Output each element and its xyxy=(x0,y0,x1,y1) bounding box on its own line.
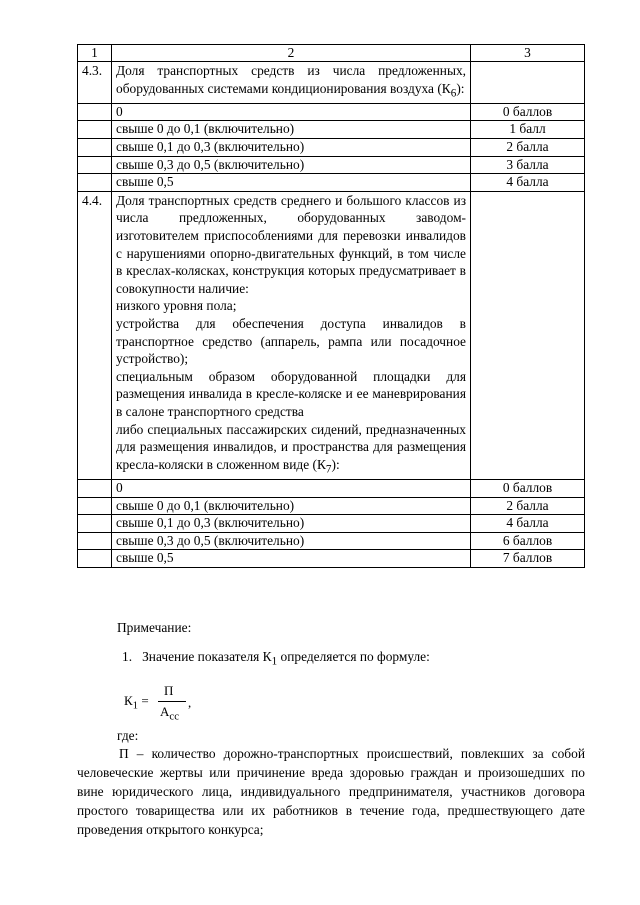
option-score: 2 балла xyxy=(471,139,585,157)
definition-symbol: П xyxy=(119,746,129,761)
option-score: 0 баллов xyxy=(471,103,585,121)
section-text: Доля транспортных средств из числа предложенных, оборудованных системами кондиционирования воздуха (К xyxy=(116,63,466,96)
option-row xyxy=(78,497,585,515)
criteria-table xyxy=(77,44,585,568)
section-row-4-3 xyxy=(78,62,585,104)
section-description xyxy=(112,62,471,104)
option-row xyxy=(78,139,585,157)
formula-denominator: $А_{сс}$ xyxy=(160,704,180,723)
option-score: 0 баллов xyxy=(471,480,585,498)
requirement-item: низкого уровня пола; xyxy=(116,298,237,314)
section-number: 4.3. xyxy=(78,62,112,104)
section-intro: Доля транспортных средств среднего и большого классов из числа предложенных, оборудованных заводом-изготовителем приспособлениями для перевозки инвалидов с нарушениями опорно-двигательных функций, в том числе в креслах-колясках, конструкция которых предусматривает в совокупности наличие: xyxy=(116,192,466,296)
notes-title: Примечание: xyxy=(117,620,192,635)
index-subscript: 6 xyxy=(450,87,457,100)
definition-paragraph xyxy=(77,744,585,839)
formula-numerator: П xyxy=(164,683,174,698)
section-text-suffix: ): xyxy=(456,80,465,96)
option-row xyxy=(78,515,585,533)
requirement-item: специальным образом оборудованной площадки для размещения инвалида в кресле-коляске и ее маневрирования в салоне транспортного средства xyxy=(116,368,466,419)
option-label: свыше 0 до 0,1 (включительно) xyxy=(112,497,471,515)
option-label: свыше 0,1 до 0,3 (включительно) xyxy=(112,139,471,157)
formula xyxy=(124,681,244,721)
option-score: 2 балла xyxy=(471,497,585,515)
option-label: свыше 0 до 0,1 (включительно) xyxy=(112,121,471,139)
header-col-2: 2 xyxy=(112,45,471,62)
header-col-3: 3 xyxy=(471,45,585,62)
requirement-item: устройства для обеспечения доступа инвалидов в транспортное средство (аппарель, рампа или посадочное устройство); xyxy=(116,315,466,367)
option-score: 1 балл xyxy=(471,121,585,139)
option-label: 0 xyxy=(112,480,471,498)
option-score: 3 балла xyxy=(471,156,585,174)
index-subscript: 1 xyxy=(271,655,278,668)
requirement-text-suffix: ): xyxy=(331,456,340,472)
requirement-item xyxy=(116,421,466,479)
option-row xyxy=(78,480,585,498)
option-row xyxy=(78,103,585,121)
option-score: 4 балла xyxy=(471,174,585,192)
note-text: Значение показателя К xyxy=(142,649,272,664)
option-row xyxy=(78,156,585,174)
section-score-empty xyxy=(471,62,585,104)
option-label: свыше 0,5 xyxy=(112,174,471,192)
section-description xyxy=(112,191,471,479)
note-text-suffix: определяется по формуле: xyxy=(277,649,430,664)
where-label: где: xyxy=(117,728,139,743)
option-score: 6 баллов xyxy=(471,532,585,550)
formula-lhs: $К_1$ = xyxy=(124,693,149,712)
option-label: свыше 0,3 до 0,5 (включительно) xyxy=(112,532,471,550)
definition-text: – количество дорожно-транспортных происшествий, повлекших за собой человеческие жертвы или причинение вреда здоровью граждан и произошедших по вине юридического лица, индивидуального предпринимателя, участников договора простого товарищества или их работников в течение года, предшествующего дате проведения открытого конкурса; xyxy=(77,746,585,837)
section-number: 4.4. xyxy=(78,191,112,479)
option-row xyxy=(78,550,585,568)
option-label: 0 xyxy=(112,103,471,121)
requirement-text: либо специальных пассажирских сидений, предназначенных для размещения инвалидов, и пространства для размещения кресла-коляски в сложенном виде (К xyxy=(116,421,466,472)
note-number: 1. xyxy=(122,649,133,664)
note-item-1 xyxy=(122,647,430,672)
option-score: 7 баллов xyxy=(471,550,585,568)
option-row xyxy=(78,121,585,139)
index-subscript: 7 xyxy=(325,463,332,476)
section-row-4-4 xyxy=(78,191,585,479)
formula-comma: , xyxy=(188,695,192,710)
option-label: свыше 0,3 до 0,5 (включительно) xyxy=(112,156,471,174)
option-row xyxy=(78,174,585,192)
header-col-1: 1 xyxy=(78,45,112,62)
option-label: свыше 0,5 xyxy=(112,550,471,568)
option-score: 4 балла xyxy=(471,515,585,533)
option-label: свыше 0,1 до 0,3 (включительно) xyxy=(112,515,471,533)
option-row xyxy=(78,532,585,550)
table-header-row xyxy=(78,45,585,62)
section-score-empty xyxy=(471,191,585,479)
